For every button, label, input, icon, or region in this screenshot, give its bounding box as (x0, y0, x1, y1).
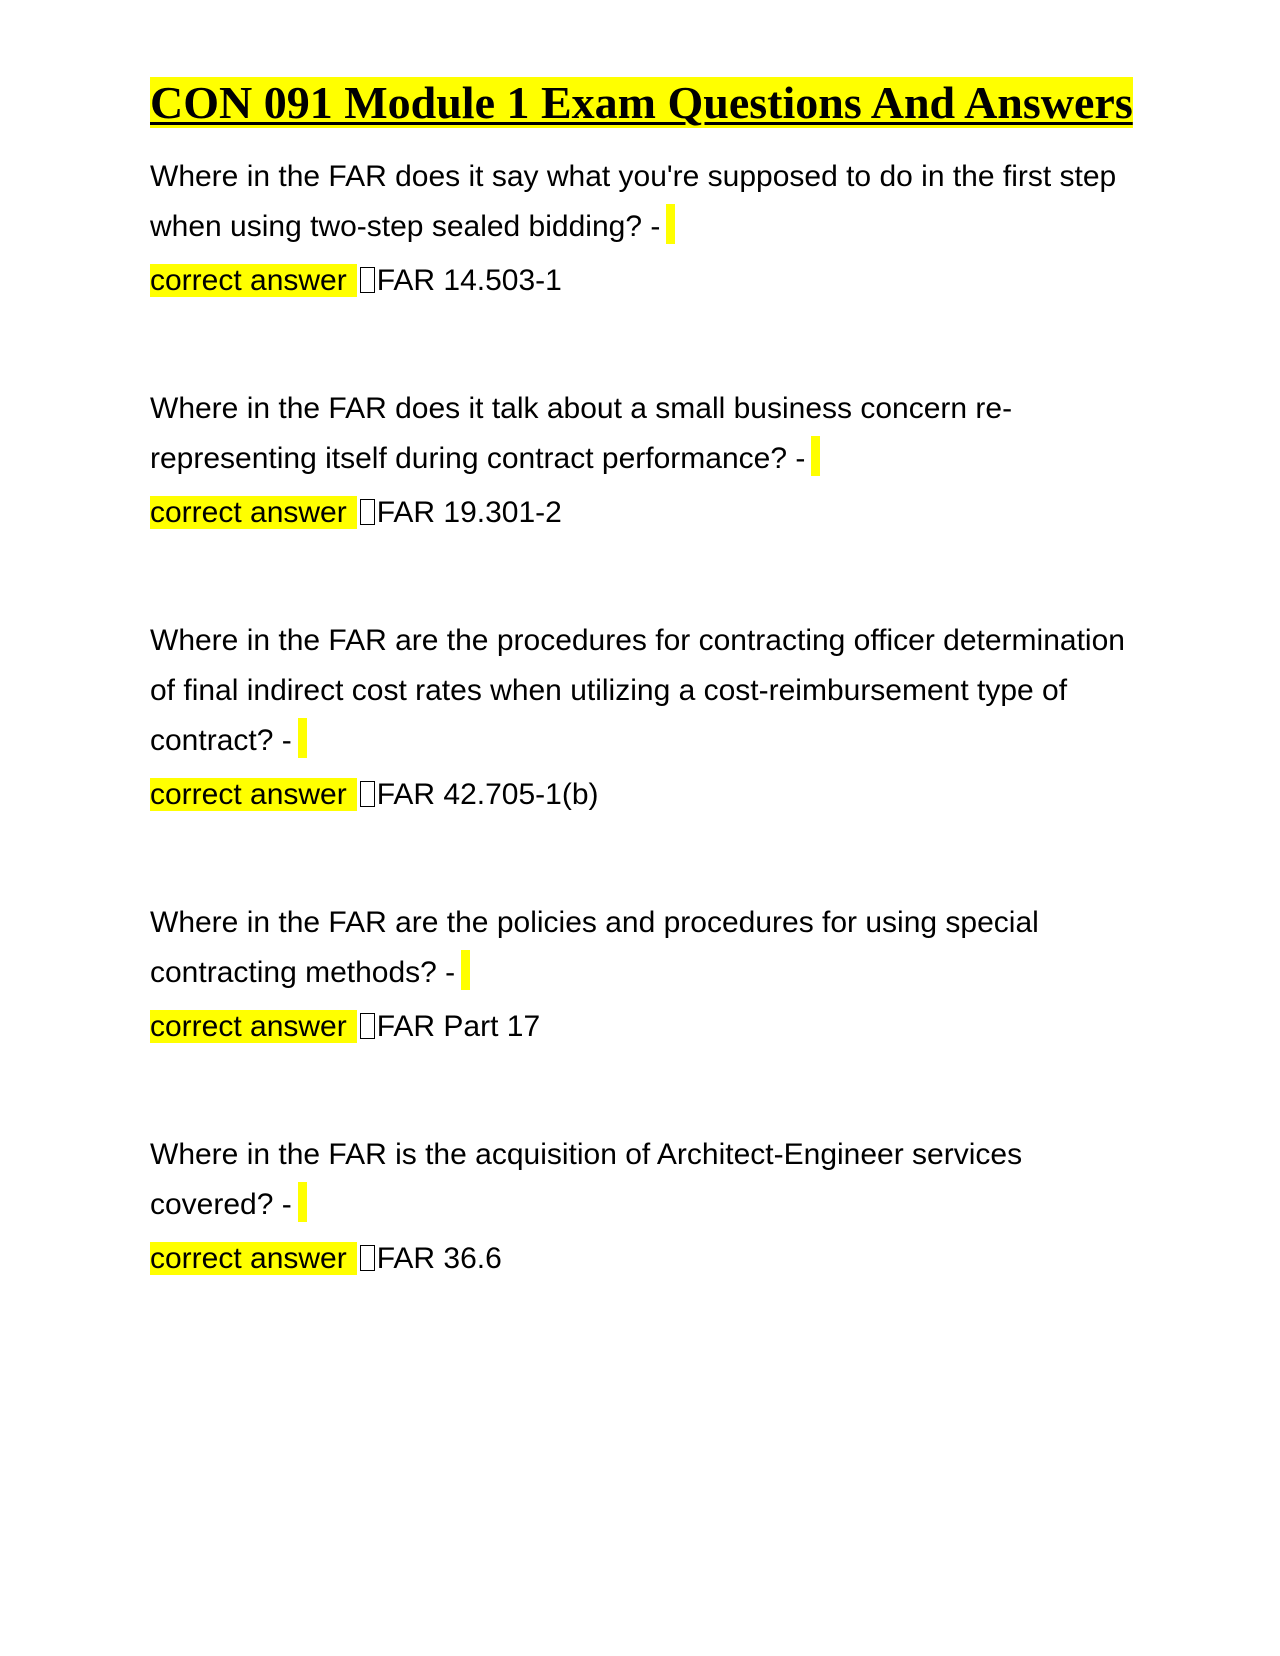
answer-label: correct answer (150, 264, 357, 297)
question-3 (150, 616, 1140, 766)
answer-label: correct answer (150, 778, 357, 811)
answer-4-text: FAR Part 17 (376, 1010, 541, 1043)
highlight-mark (298, 718, 307, 758)
answer-5-text: FAR 36.6 (376, 1242, 502, 1275)
question-1-text: Where in the FAR does it say what you're supposed to do in the first step when using two-step sealed bidding? - (150, 160, 1117, 243)
document-page (150, 74, 1140, 1284)
answer-2-text: FAR 19.301-2 (376, 496, 562, 529)
question-2 (150, 384, 1140, 484)
answer-label: correct answer (150, 1010, 357, 1043)
question-4-text: Where in the FAR are the policies and procedures for using special contracting methods? - (150, 906, 1039, 989)
highlight-mark (811, 436, 820, 476)
highlight-mark (666, 204, 675, 244)
document-title (150, 74, 1140, 132)
highlight-mark (461, 950, 470, 990)
question-1 (150, 152, 1140, 252)
answer-4 (150, 1002, 1140, 1052)
answer-1-text: FAR 14.503-1 (376, 264, 562, 297)
answer-3 (150, 770, 1140, 820)
document-title-text: CON 091 Module 1 Exam Questions And Answers (150, 77, 1133, 128)
question-2-text: Where in the FAR does it talk about a small business concern re-representing itself during contract performance? - (150, 392, 1013, 475)
answer-2 (150, 488, 1140, 538)
qa-item-2 (150, 384, 1140, 538)
qa-item-3 (150, 616, 1140, 820)
qa-item-5 (150, 1130, 1140, 1284)
missing-glyph-icon (360, 1245, 375, 1271)
answer-3-text: FAR 42.705-1(b) (376, 778, 599, 811)
answer-5 (150, 1234, 1140, 1284)
question-5 (150, 1130, 1140, 1230)
missing-glyph-icon (360, 1013, 375, 1039)
missing-glyph-icon (360, 499, 375, 525)
missing-glyph-icon (360, 781, 375, 807)
qa-item-4 (150, 898, 1140, 1052)
question-4 (150, 898, 1140, 998)
highlight-mark (298, 1182, 307, 1222)
answer-1 (150, 256, 1140, 306)
answer-label: correct answer (150, 1242, 357, 1275)
question-3-text: Where in the FAR are the procedures for contracting officer determination of final indirect cost rates when utilizing a cost-reimbursement type of contract? - (150, 624, 1125, 757)
answer-label: correct answer (150, 496, 357, 529)
missing-glyph-icon (360, 267, 375, 293)
qa-item-1 (150, 152, 1140, 306)
question-5-text: Where in the FAR is the acquisition of Architect-Engineer services covered? - (150, 1138, 1023, 1221)
